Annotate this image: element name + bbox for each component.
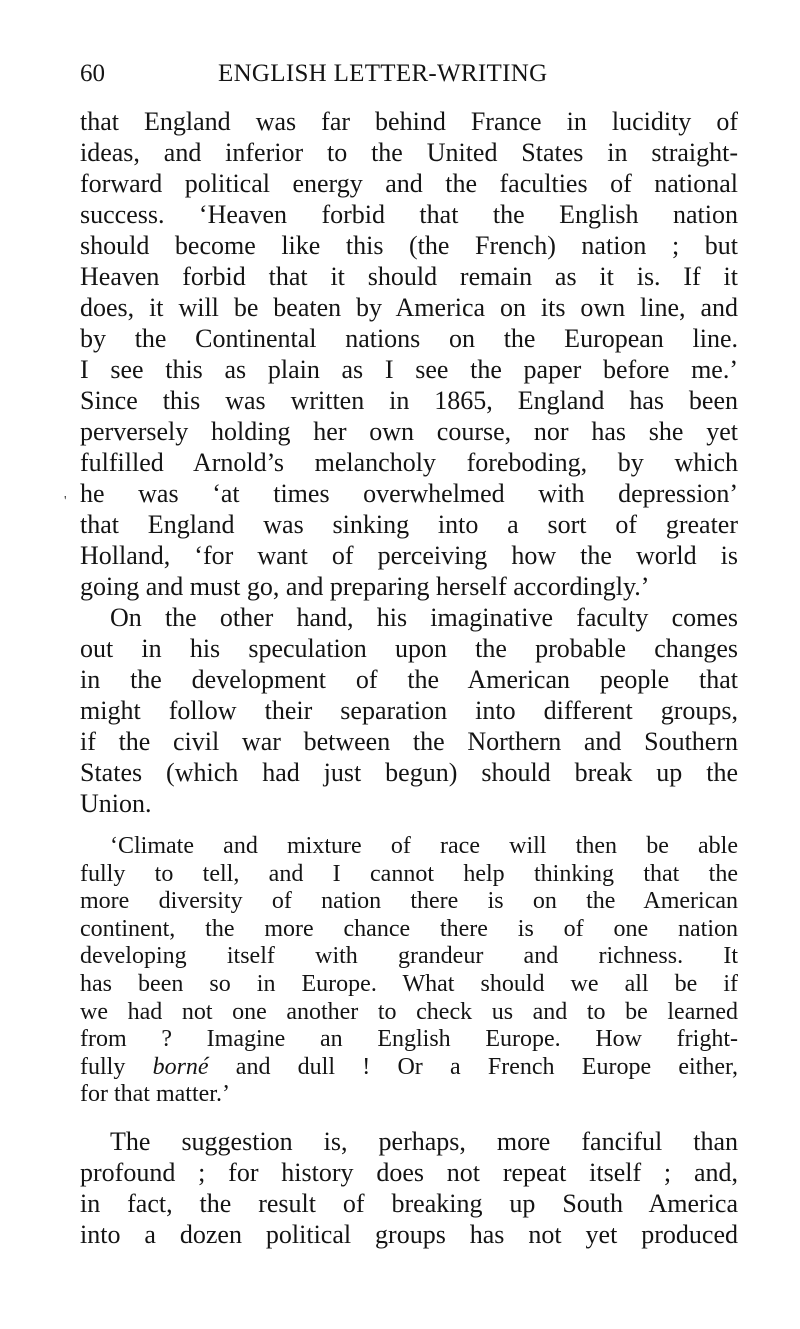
text-line: fulfilled Arnold’s melancholy foreboding, by which	[80, 448, 738, 477]
text-line: I see this as plain as I see the paper before me.’	[80, 355, 738, 384]
text-line: forward political energy and the faculties of national	[80, 169, 738, 198]
book-page	[80, 56, 738, 1250]
quote-line: fully to tell, and I cannot help thinking that the	[80, 860, 738, 887]
quote-line	[80, 1054, 738, 1082]
paragraph-2	[80, 602, 738, 819]
text-line: States (which had just begun) should break up the	[80, 758, 738, 787]
text-line: does, it will be beaten by America on its own line, and	[80, 293, 738, 322]
text-line: out in his speculation upon the probable changes	[80, 634, 738, 663]
text-line: that England was sinking into a sort of greater	[80, 510, 738, 539]
quote-line: for that matter.’	[80, 1081, 230, 1108]
text-line: might follow their separation into different groups,	[80, 696, 738, 725]
text-line: should become like this (the French) nation ; but	[80, 231, 738, 260]
paragraph-3	[80, 1126, 738, 1250]
text-line: ideas, and inferior to the United States in straight-	[80, 138, 738, 167]
text-line: into a dozen political groups has not yet produced	[80, 1219, 738, 1249]
quote-fragment: fully	[80, 1053, 153, 1080]
text-line: success. ‘Heaven forbid that the English nation	[80, 200, 738, 229]
text-line: that England was far behind France in lucidity of	[80, 107, 738, 136]
quote-line: developing itself with grandeur and richness. It	[80, 943, 738, 970]
quote-line: has been so in Europe. What should we all be if	[80, 970, 738, 997]
text-line: by the Continental nations on the European line.	[80, 324, 738, 353]
quote-fragment: and dull ! Or a French Europe either,	[208, 1053, 738, 1080]
margin-mark: '	[64, 494, 67, 509]
quote-line: continent, the more chance there is of one nation	[80, 915, 738, 942]
running-title: ENGLISH LETTER-WRITING	[218, 60, 548, 87]
text-line: Holland, ‘for want of perceiving how the world is	[80, 541, 738, 570]
page-number: 60	[80, 60, 105, 87]
text-line: going and must go, and preparing herself accordingly.’	[80, 572, 650, 601]
quote-line: from ? Imagine an English Europe. How fright-	[80, 1026, 738, 1053]
text-line: Heaven forbid that it should remain as it is. If it	[80, 262, 738, 291]
paragraph-1	[80, 106, 738, 602]
text-line: he was ‘at times overwhelmed with depression’	[80, 479, 738, 508]
quote-line: more diversity of nation there is on the American	[80, 888, 738, 915]
text-line: Since this was written in 1865, England has been	[80, 386, 738, 415]
text-line: in fact, the result of breaking up South America	[80, 1188, 738, 1218]
text-line: The suggestion is, perhaps, more fanciful than	[110, 1126, 738, 1156]
text-line: On the other hand, his imaginative faculty comes	[110, 603, 738, 632]
quote-line: ‘Climate and mixture of race will then be able	[110, 833, 738, 859]
text-line: perversely holding her own course, nor has she yet	[80, 417, 738, 446]
page-header	[80, 56, 738, 92]
text-line: in the development of the American people that	[80, 665, 738, 694]
text-line: profound ; for history does not repeat itself ; and,	[80, 1157, 738, 1187]
quote-line: we had not one another to check us and to be learned	[80, 998, 738, 1025]
text-line: if the civil war between the Northern and Southern	[80, 727, 738, 756]
italic-word: borné	[152, 1053, 209, 1080]
block-quote	[80, 833, 738, 1109]
text-line: Union.	[80, 789, 152, 818]
